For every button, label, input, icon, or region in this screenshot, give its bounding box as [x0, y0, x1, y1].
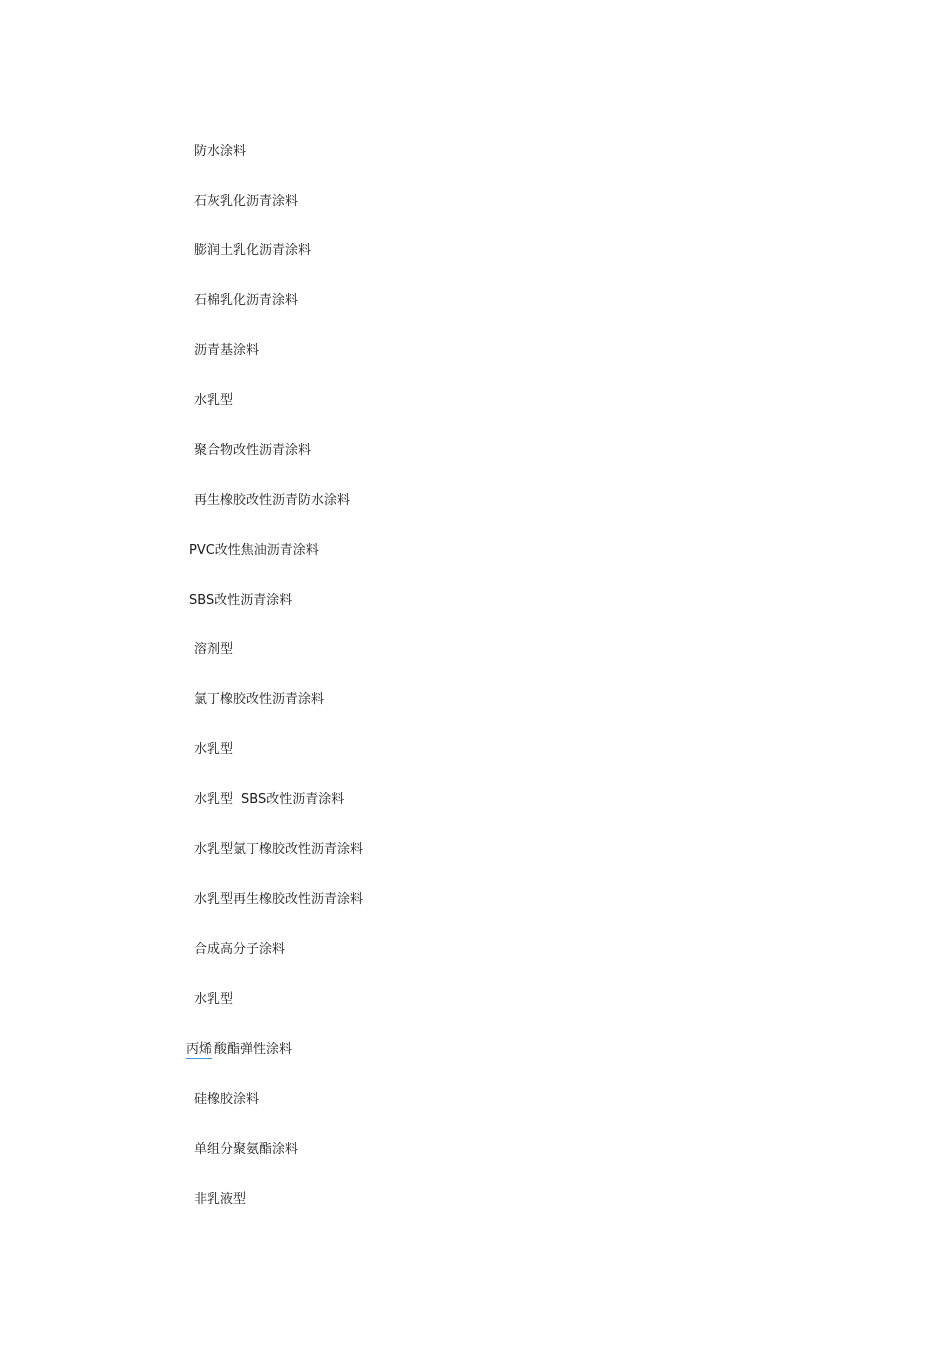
list-item: 水乳型氯丁橡胶改性沥青涂料 [194, 842, 364, 857]
list-item: 石灰乳化沥青涂料 [194, 194, 299, 209]
list-item [194, 792, 344, 808]
list-item: 水乳型再生橡胶改性沥青涂料 [194, 892, 364, 907]
list-item-part: 水乳型 [194, 792, 234, 807]
list-item: 水乳型 [194, 992, 234, 1007]
list-item: 单组分聚氨酯涂料 [194, 1142, 299, 1157]
list-item-part: 酸酯弹性涂料 [214, 1042, 293, 1057]
list-item: 硅橡胶涂料 [194, 1092, 260, 1107]
list-item: 合成高分子涂料 [194, 942, 286, 957]
list-item: 石棉乳化沥青涂料 [194, 293, 299, 308]
list-item: 非乳液型 [194, 1192, 247, 1207]
list-item: 沥青基涂料 [194, 343, 260, 358]
list-item: 溶剂型 [194, 642, 234, 657]
list-item: SBS改性沥青涂料 [189, 593, 293, 608]
list-item: 防水涂料 [194, 144, 247, 159]
list-item: PVC改性焦油沥青涂料 [189, 543, 319, 558]
list-item: 氯丁橡胶改性沥青涂料 [194, 692, 325, 707]
list-item: 再生橡胶改性沥青防水涂料 [194, 493, 351, 508]
list-item: 水乳型 [194, 742, 234, 757]
list-item-part: 丙烯 [186, 1042, 213, 1057]
list-item [186, 1042, 292, 1058]
list-item: 聚合物改性沥青涂料 [194, 443, 312, 458]
list-item: 水乳型 [194, 393, 234, 408]
list-item: 膨润土乳化沥青涂料 [194, 243, 312, 258]
list-item-part: SBS改性沥青涂料 [241, 792, 345, 807]
